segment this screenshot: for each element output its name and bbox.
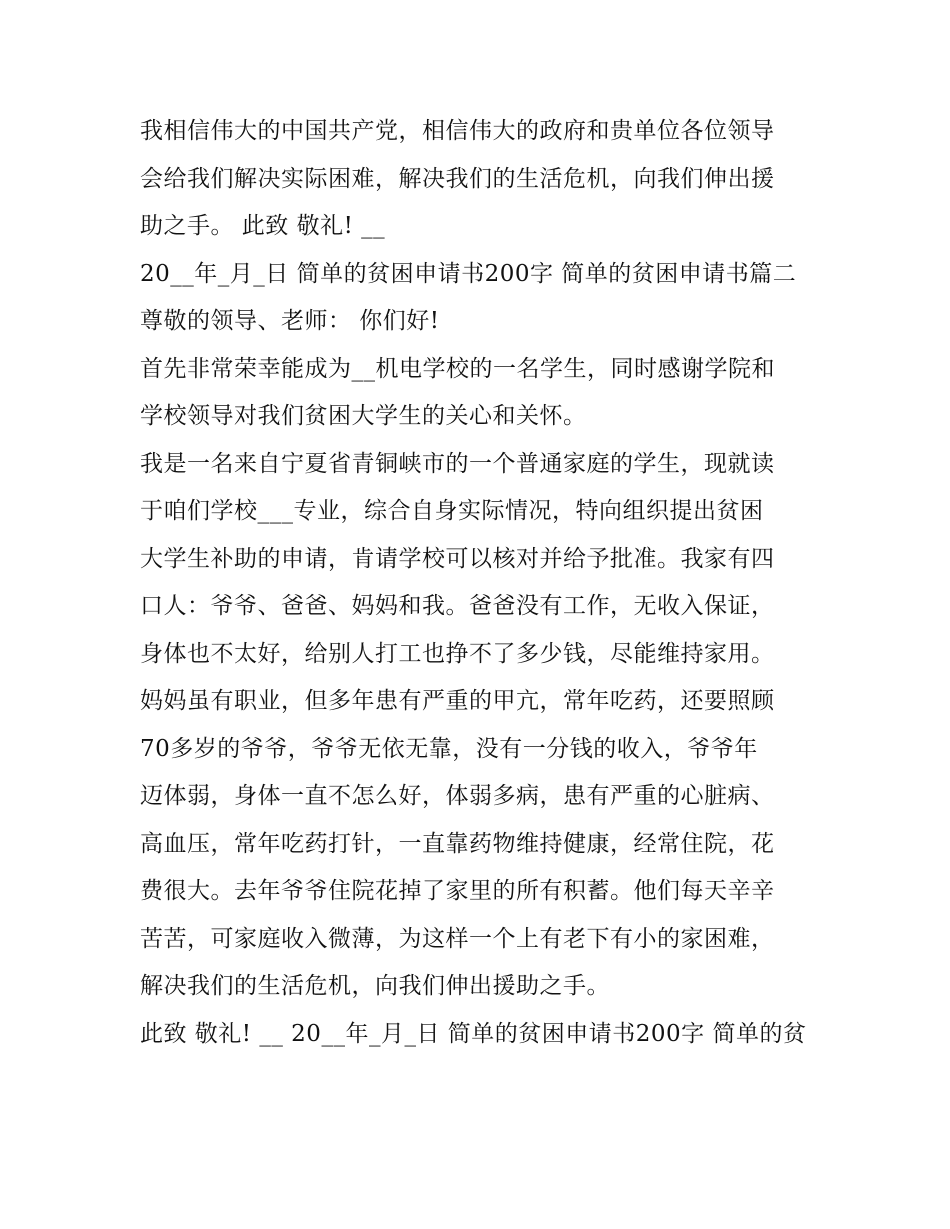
text-line: 此致 敬礼! __ 20__年_月_日 简单的贫困申请书200字 简单的贫 — [140, 1020, 807, 1047]
text-line: 会给我们解决实际困难，解决我们的生活危机，向我们伸出援 — [140, 165, 775, 192]
text-line: 20__年_月_日 简单的贫困申请书200字 简单的贫困申请书篇二 — [140, 260, 797, 287]
text-line: 身体也不太好，给别人打工也挣不了多少钱，尽能维持家用。 — [140, 640, 775, 667]
text-line: 解决我们的生活危机，向我们伸出援助之手。 — [140, 973, 610, 999]
text-line: 妈妈虽有职业，但多年患有严重的甲亢，常年吃药，还要照顾 — [140, 688, 775, 714]
text-line: 口人：爷爷、爸爸、妈妈和我。爸爸没有工作，无收入保证， — [140, 593, 775, 619]
text-line: 费很大。去年爷爷住院花掉了家里的所有积蓄。他们每天辛辛 — [140, 878, 775, 904]
text-line: 70多岁的爷爷，爷爷无依无靠，没有一分钱的收入，爷爷年 — [140, 735, 758, 762]
text-line: 助之手。 此致 敬礼! __ — [140, 213, 386, 239]
text-line: 我是一名来自宁夏省青铜峡市的一个普通家庭的学生，现就读 — [140, 450, 775, 477]
text-line: 大学生补助的申请，肯请学校可以核对并给予批准。我家有四 — [140, 545, 775, 572]
text-line: 高血压，常年吃药打针，一直靠药物维持健康，经常住院，花 — [140, 830, 775, 857]
text-line: 迈体弱，身体一直不怎么好，体弱多病，患有严重的心脏病、 — [140, 783, 775, 809]
text-line: 苦苦，可家庭收入微薄，为这样一个上有老下有小的家困难， — [140, 925, 775, 952]
text-line: 尊敬的领导、老师： 你们好! — [140, 308, 440, 334]
text-line: 我相信伟大的中国共产党，相信伟大的政府和贵单位各位领导 — [140, 118, 775, 144]
document-body — [140, 108, 820, 1058]
text-line: 首先非常荣幸能成为__机电学校的一名学生，同时感谢学院和 — [140, 355, 775, 382]
text-line: 学校领导对我们贫困大学生的关心和关怀。 — [140, 403, 587, 429]
text-line: 于咱们学校___专业，综合自身实际情况，特向组织提出贫困 — [140, 498, 764, 524]
